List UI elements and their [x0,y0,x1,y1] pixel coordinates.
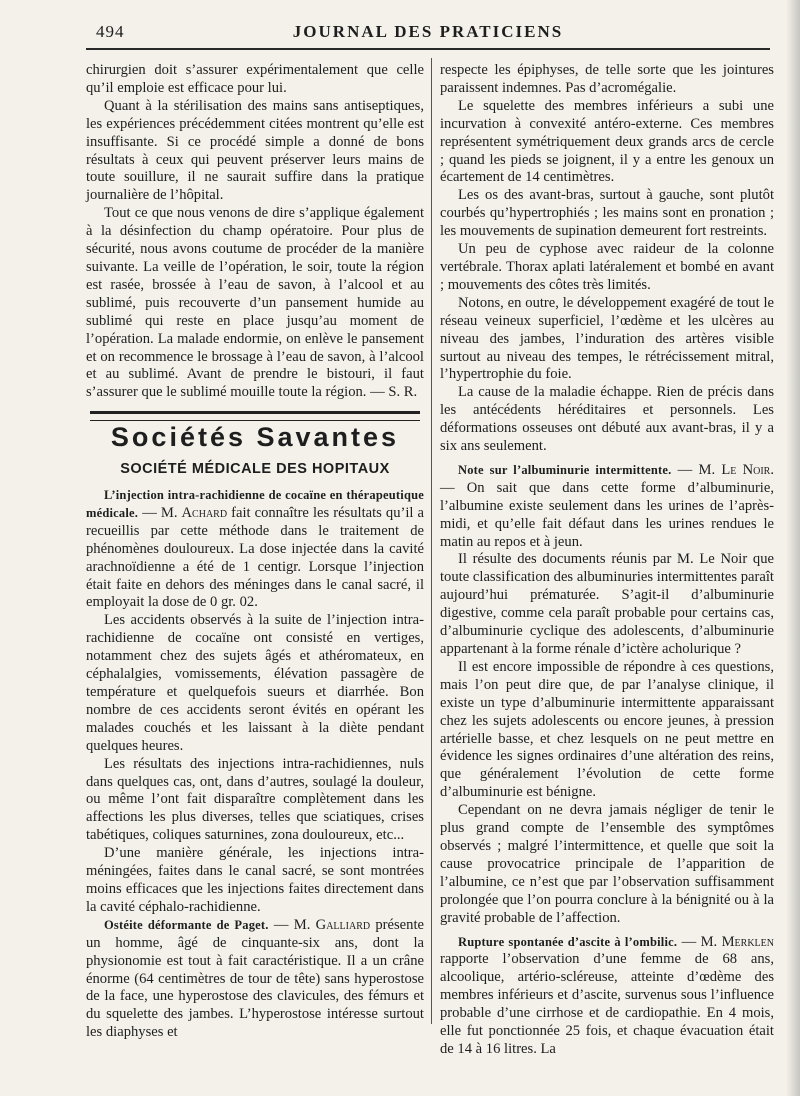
paragraph: Les résultats des injections intra-rachidiennes, nuls dans quelques cas, ont, dans d’autres, soulagé la douleur, ou même l’ont fait disparaître complètement dans les affections les plus diverses, telles que sciatiques, crises tabétiques, coliques saturnines, zona douloureux, etc... [86,755,424,844]
page-header [86,20,770,46]
column-divider [431,58,432,1024]
section-rule [90,411,420,421]
article-text: . — On sait que dans cette forme d’albuminurie, l’albumine existe seulement dans les urines de l’après-midi, et qu’elle fait défaut dans les urines rendues le matin au repos et à jeun. [440,461,774,550]
dash: — M. [268,916,316,933]
paragraph: respecte les épiphyses, de telle sorte que les jointures paraissent indemnes. Pas d’acromégalie. [440,62,774,96]
article-title: Note sur l’albuminurie intermittente. [458,462,672,477]
subsection-title: SOCIÉTÉ MÉDICALE DES HOPITAUX [120,461,390,478]
journal-title: JOURNAL DES PRATICIENS [292,22,564,41]
left-column [86,62,424,1042]
paragraph: D’une manière générale, les injections intra-méningées, faites dans le canal sacré, se sont montrées moins efficaces que les injections faites directement dans la cavité céphalo-rachidienne. [86,845,424,915]
author-name: Galliard [315,916,371,933]
author-name: Le Noir [721,461,771,478]
page-edge-shadow [786,0,800,1096]
article-title: L’injection intra-rachidienne de cocaïne en thérapeutique médicale. [86,488,424,520]
paragraph: Les os des avant-bras, surtout à gauche, sont plutôt courbés qu’hypertrophiés ; les mains sont en pronation ; les mouvements de supination demeurent fort restreints. [440,187,774,240]
paragraph: Un peu de cyphose avec raideur de la colonne vertébrale. Thorax aplati latéralement et bombé en avant ; mouvements des côtes très limités. [440,241,774,293]
paragraph: Tout ce que nous venons de dire s’applique également à la désinfection du champ opératoire. Pour plus de sécurité, nous avons coutume de procéder de la manière suivante. La veille de l’opération, le soir, toute la région est rasée, brossée à l’eau de savon, à l’alcool et au sublimé, puis recouverte d’un pansement humide au sublimé qui reste en place jusqu’au moment de l’opération. La malade endormie, on enlève le pansement et on recommence le brossage à l’eau de savon, à l’alcool et au sublimé. Avant de prendre le bistouri, il faut s’assurer que le sublimé mouille toute la région. — S. R. [86,205,424,401]
paragraph: Il est encore impossible de répondre à ces questions, mais l’on peut dire que, de par l’analyse clinique, il existe un type d’albuminurie intermittente apparaissant chez les sujets adolescents ou encore jeunes, à pression artérielle basse, et chez lesquels on ne peut mettre en évidence les signes ordinaires d’une altération des reins, que généralement l’évolution de cette forme d’albuminurie est bénigne. [440,658,774,801]
article-paragraph [440,462,774,552]
page-number: 494 [96,22,125,41]
article-title: Rupture spontanée d’ascite à l’ombilic. [458,934,678,949]
dash: — M. [138,504,182,521]
section-title: Sociétés Savantes [110,422,400,453]
article-text: fait connaître les résultats qu’il a recueillis par cette méthode dans le traitement de phénomènes douloureux. La dose injectée dans la cavité arachnoïdienne a été de 1 centigr. Lorsque l’injection était faite en dehors des méninges dans le canal sacré, il employait la dose de 0 gr. 02. [86,504,424,611]
paragraph: Quant à la stérilisation des mains sans antiseptiques, les expériences précédemment citées montrent qu’elle est insuffisante. Si ce procédé simple a donné de bons résultats à ceux qui peuvent préserver leurs mains de toute souillure, il ne saurait suffire dans la pratique journalière de l’hôpital. [86,97,424,204]
article-title: Ostéite déformante de Paget. [104,917,269,932]
paragraph: Notons, en outre, le développement exagéré de tout le réseau veineux superficiel, l’œdème et les ulcères au niveau des jambes, l’induration des artères visible surtout au niveau des tempes, le rétrécissement mitral, l’hypertrophie du foie. [440,294,774,383]
right-column [440,62,774,1059]
article-text: rapporte l’observation d’une femme de 68 ans, alcoolique, artério-scléreuse, atteinte d’œdème des membres inférieurs et d’ascite, survenus sous l’influence probable d’une cirrhose et de cardiopathie. En 4 mois, elle fut ponctionnée 25 fois, et chaque évacuation était de 14 à 16 litres. La [440,951,774,1057]
author-name: Achard [181,504,228,521]
article-paragraph [86,917,424,1042]
dash: — M. [671,461,722,478]
paragraph: Le squelette des membres inférieurs a subi une incurvation à convexité antéro-externe. Ces membres représentent symétriquement deux grands arcs de cercle ; quand les pieds se joignent, il y a entre les genoux un écartement de 14 centimètres. [440,97,774,186]
paragraph: Il résulte des documents réunis par M. Le Noir que toute classification des albuminuries intermittentes paraît aujourd’hui prématurée. S’agit-il d’albuminurie digestive, comme cela paraît probable pour certains cas, d’albuminurie cyclique des adolescents, d’albuminurie appartenant à la forme rénale d’ictère acholurique ? [440,551,774,657]
paragraph: La cause de la maladie échappe. Rien de précis dans les antécédents héréditaires et personnels. Les déformations osseuses ont débuté aux avant-bras, il y a six ans seulement. [440,384,774,455]
author-name: Merklen [721,933,774,950]
header-rule [86,48,770,50]
article-paragraph [440,934,774,1059]
paragraph: chirurgien doit s’assurer expérimentalement que celle qu’il emploie est efficace pour lui. [86,62,424,96]
dash: — M. [677,933,722,950]
paragraph: Cependant on ne devra jamais négliger de tenir le plus grand compte de l’ensemble des symptômes observés ; malgré l’intermittence, et quelle que soit la cause provocatrice principale de l’apparition de l’albumine, ce n’est que par l’observation suffisamment prolongée que l’on pourra conclure à la bénignité ou à la gravité probable de l’affection. [440,802,774,926]
article-text: présente un homme, âgé de cinquante-six ans, dont la physionomie est tout à fait caractéristique. Il a un crâne énorme (64 centimètres de tour de tête) sans hyperostose de la face, une hyperostose des clavicules, des fémurs et du squelette des jambes. L’hyperostose intéresse surtout les diaphyses et [86,916,424,1041]
article-paragraph [86,487,424,612]
paragraph: Les accidents observés à la suite de l’injection intra-rachidienne de cocaïne ont consisté en vertiges, notamment chez des sujets âgés et athéromateux, en céphalalgies, vomissements, élévation passagère de température et quelquefois sueurs et diarrhée. Bon nombre de ces accidents seront évités en opérant les malades couchés et les laissant à la diète pendant quelques heures. [86,612,424,754]
